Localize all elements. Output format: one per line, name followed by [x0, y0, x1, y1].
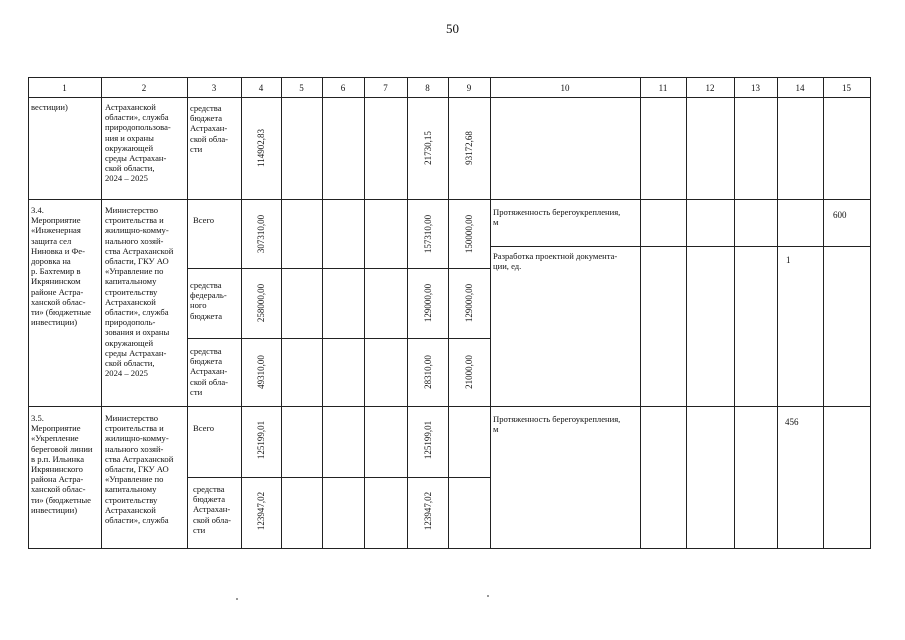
header-cell-9: 9 — [466, 83, 472, 93]
row-a-bottom-line — [28, 199, 871, 200]
row-3-4-federal-col9: 129000,00 — [464, 283, 474, 323]
col-line-10 — [640, 77, 641, 549]
col-line-6 — [364, 77, 365, 549]
header-cell-3: 3 — [211, 83, 217, 93]
row-b-ind-line — [490, 246, 871, 247]
row-3-5-source-regional: средства бюджета Астрахан- ской обла- сти — [193, 484, 232, 535]
header-cell-11: 11 — [658, 83, 668, 93]
row-b-sub1-line — [187, 268, 490, 269]
header-cell-4: 4 — [258, 83, 264, 93]
row-a-col9-value: 93172,68 — [464, 131, 474, 165]
col-line-8 — [448, 77, 449, 549]
row-3-4-source-total: Всего — [193, 215, 215, 225]
row-3-4-col8-value: 157310,00 — [423, 214, 433, 254]
scan-speck — [487, 595, 489, 597]
header-cell-8: 8 — [425, 83, 430, 93]
header-cell-10: 10 — [560, 83, 570, 93]
row-3-4-regional-col9: 21000,00 — [464, 355, 474, 389]
row-a-col8-value: 21730,15 — [423, 131, 433, 165]
row-3-4-indicator-2-col14: 1 — [786, 255, 791, 265]
header-cell-2: 2 — [141, 83, 147, 93]
row-3-5-total-value: 125199,01 — [256, 420, 266, 460]
row-3-4-col9-value: 150000,00 — [464, 214, 474, 254]
row-3-5-indicator-1: Протяженность берегоукрепления, м — [493, 414, 621, 435]
header-cell-12: 12 — [705, 83, 715, 93]
row-a-total-value: 114902,83 — [256, 129, 266, 167]
col-line-14 — [823, 77, 824, 549]
header-bottom-line — [28, 97, 871, 98]
col-line-13 — [777, 77, 778, 549]
page-number: 50 — [446, 21, 459, 36]
table-border-top — [28, 77, 871, 78]
row-b-sub2-line — [187, 338, 490, 339]
col-line-12 — [734, 77, 735, 549]
header-cell-14: 14 — [795, 83, 805, 93]
row-3-4-source-regional: средства бюджета Астрахан- ской обла- сти — [190, 346, 229, 397]
row-3-5-source-total: Всего — [193, 423, 215, 433]
row-3-5-indicator-1-col14: 456 — [785, 417, 799, 427]
col-line-4 — [281, 77, 282, 549]
table-border-bottom — [28, 548, 871, 549]
row-3-4-indicator-2: Разработка проектной документа- ции, ед. — [493, 251, 618, 272]
row-3-4-indicator-1-col15: 600 — [833, 210, 847, 220]
col-line-15 — [870, 77, 871, 549]
row-a-executor-cell: Астраханской области», служба природопользова- ния и охраны окружающей среды Астрахан- ской области, 2024 – 2025 — [105, 102, 171, 184]
col-line-2 — [187, 77, 188, 549]
row-b-bottom-line — [28, 406, 871, 407]
col-line-5 — [322, 77, 323, 549]
row-3-5-measure-cell: 3.5. Мероприятие «Укрепление береговой линии в р.п. Ильинка Икрянинского района Астра- ханской облас- ти» (бюджетные инвестиции) — [31, 413, 93, 515]
row-3-4-regional-value: 49310,00 — [256, 355, 266, 389]
row-3-4-total-value: 307310,00 — [256, 214, 266, 254]
header-cell-6: 6 — [340, 83, 346, 93]
row-c-sub1-line — [187, 477, 490, 478]
col-line-0 — [28, 77, 29, 549]
row-3-5-executor-cell: Министерство строительства и жилищно-комму- нального хозяй- ства Астраханской области, ГКУ АО «Управление по капитальному строительству Астраханской области», служба — [105, 413, 174, 526]
row-a-source-cell: средства бюджета Астрахан- ской обла- сти — [190, 103, 229, 154]
col-line-9 — [490, 77, 491, 549]
row-3-4-federal-value: 258000,00 — [256, 283, 266, 323]
row-3-4-source-federal: средства федераль- ного бюджета — [190, 280, 227, 321]
scan-speck — [236, 598, 238, 600]
col-line-1 — [101, 77, 102, 549]
row-3-4-federal-col8: 129000,00 — [423, 283, 433, 323]
row-3-4-executor-cell: Министерство строительства и жилищно-комму- нального хозяй- ства Астраханской области, ГКУ АО «Управление по капитальному строительству Астраханской области», служба природополь- зования и охраны окружающей среды Астрахан- ской области, 2024 – 2025 — [105, 205, 174, 379]
row-3-5-col8-value: 125199,01 — [423, 420, 433, 460]
col-line-7 — [407, 77, 408, 549]
row-3-4-regional-col8: 28310,00 — [423, 355, 433, 389]
row-3-5-regional-col8: 123947,02 — [423, 491, 433, 531]
header-cell-5: 5 — [299, 83, 304, 93]
col-line-11 — [686, 77, 687, 549]
row-3-4-measure-cell: 3.4. Мероприятие «Инженерная защита сел Ниновка и Фе- доровка на р. Бахтемир в Икрянинском районе Астра- ханской облас- ти» (бюджетные инвестиции) — [31, 205, 91, 328]
header-cell-13: 13 — [751, 83, 760, 93]
header-cell-15: 15 — [842, 83, 851, 93]
row-3-5-regional-value: 123947,02 — [256, 491, 266, 531]
header-cell-7: 7 — [383, 83, 388, 93]
col-line-3 — [241, 77, 242, 549]
row-a-measure-cell: вестиции) — [31, 102, 68, 112]
header-cell-1: 1 — [62, 83, 67, 93]
row-3-4-indicator-1: Протяженность берегоукрепления, м — [493, 207, 621, 228]
